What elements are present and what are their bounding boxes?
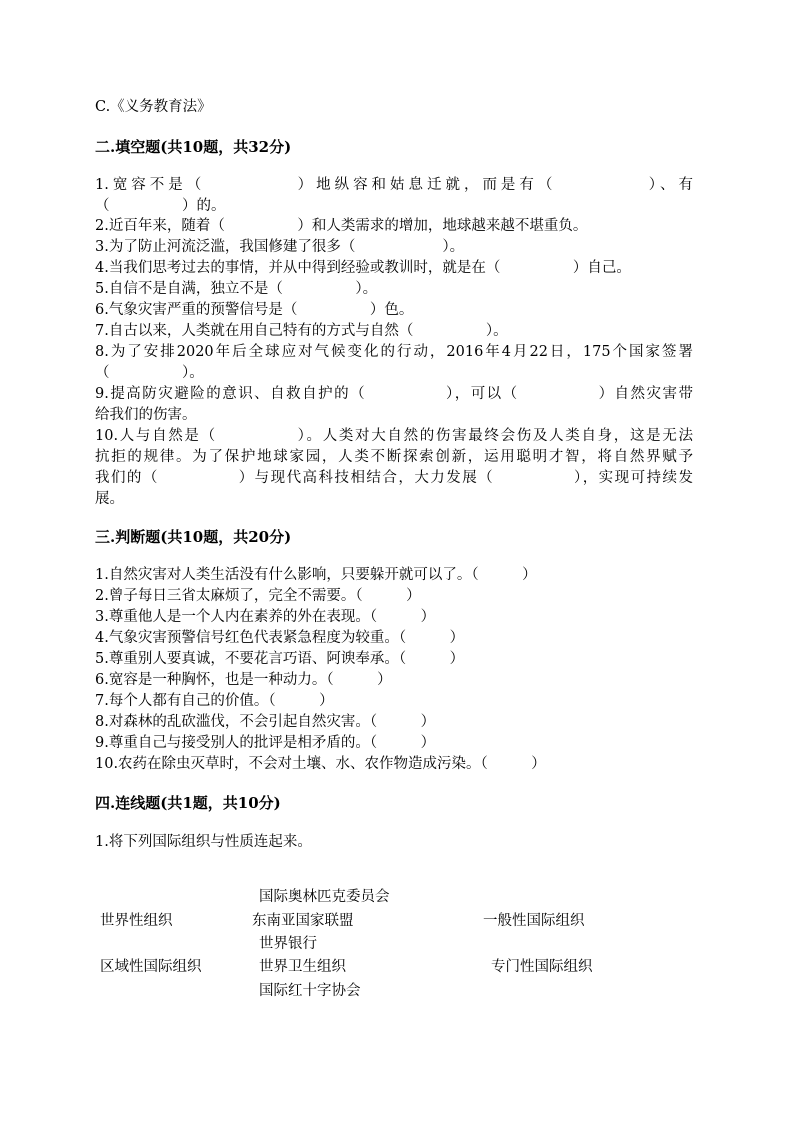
fill-section-heading: 二.填空题(共10题，共32分)	[95, 138, 292, 156]
fill-q10-line-1: 10.人与自然是（ ）。人类对大自然的伤害最终会伤及人类自身，这是无法	[95, 428, 693, 444]
fill-q1-line-1: 1.宽容不是（ ）地纵容和姑息迁就，而是有（ ）、有	[95, 177, 693, 193]
match-left-item-2: 区域性国际组织	[100, 959, 202, 975]
judge-item-3: 3.尊重他人是一个人内在素养的外在表现。（ ）	[95, 609, 436, 625]
fill-q10-line-2: 抗拒的规律。为了保护地球家园，人类不断探索创新，运用聪明才智，将自然界赋予	[95, 449, 693, 465]
match-middle-item-4: 世界卫生组织	[259, 959, 346, 975]
judge-item-10: 10.农药在除虫灭草时，不会对土壤、水、农作物造成污染。（ ）	[95, 756, 546, 772]
fill-q1-line-2: （ ）的。	[95, 198, 226, 214]
match-right-item-1: 一般性国际组织	[483, 913, 585, 929]
fill-question-9	[95, 384, 693, 426]
fill-q10-line-4: 展。	[95, 491, 124, 507]
fill-question-5: 5.自信不是自满，独立不是（ ）。	[95, 281, 378, 297]
match-middle-item-3: 世界银行	[259, 936, 317, 952]
fill-q8-line-2: （ ）。	[95, 365, 204, 381]
fill-q8-line-1: 8.为了安排2020年后全球应对气候变化的行动，2016年4月22日，175个国家签署	[95, 344, 693, 360]
match-instruction: 1.将下列国际组织与性质连起来。	[95, 834, 312, 850]
carry-over-option: C.《义务教育法》	[95, 99, 212, 115]
judge-item-7: 7.每个人都有自己的价值。（ ）	[95, 693, 334, 709]
judge-item-5: 5.尊重别人要真诚，不要花言巧语、阿谀奉承。（ ）	[95, 651, 465, 667]
fill-question-2: 2.近百年来，随着（ ）和人类需求的增加，地球越来越不堪重负。	[95, 218, 588, 234]
match-middle-item-1: 国际奥林匹克委员会	[259, 889, 390, 905]
match-left-item-1: 世界性组织	[100, 913, 173, 929]
match-middle-item-5: 国际红十字协会	[259, 983, 361, 999]
fill-question-6: 6.气象灾害严重的预警信号是（ ）色。	[95, 302, 414, 318]
fill-question-3: 3.为了防止河流泛滥，我国修建了很多（ ）。	[95, 239, 465, 255]
fill-q9-line-2: 给我们的伤害。	[95, 407, 197, 423]
fill-q10-line-3: 我们的（ ）与现代高科技相结合，大力发展（ ），实现可持续发	[95, 470, 693, 486]
judge-item-4: 4.气象灾害预警信号红色代表紧急程度为较重。（ ）	[95, 630, 465, 646]
fill-question-4: 4.当我们思考过去的事情，并从中得到经验或教训时，就是在（ ）自己。	[95, 260, 631, 276]
judge-item-1: 1.自然灾害对人类生活没有什么影响，只要躲开就可以了。（ ）	[95, 567, 537, 583]
match-section-heading: 四.连线题(共1题，共10分)	[95, 794, 281, 812]
fill-question-7: 7.自古以来，人类就在用自己特有的方式与自然（ ）。	[95, 323, 508, 339]
judge-item-8: 8.对森林的乱砍滥伐，不会引起自然灾害。（ ）	[95, 714, 436, 730]
match-right-item-2: 专门性国际组织	[491, 959, 593, 975]
fill-q9-line-1: 9.提高防灾避险的意识、自救自护的（ ），可以（ ）自然灾害带	[95, 386, 693, 402]
match-middle-item-2: 东南亚国家联盟	[252, 913, 354, 929]
fill-question-1	[95, 175, 693, 217]
judge-item-2: 2.曾子每日三省太麻烦了，完全不需要。（ ）	[95, 588, 421, 604]
fill-question-10	[95, 426, 693, 510]
fill-question-8	[95, 342, 693, 384]
judge-item-6: 6.宽容是一种胸怀，也是一种动力。（ ）	[95, 672, 392, 688]
judge-section-heading: 三.判断题(共10题，共20分)	[95, 528, 292, 546]
judge-item-9: 9.尊重自己与接受别人的批评是相矛盾的。（ ）	[95, 735, 436, 751]
